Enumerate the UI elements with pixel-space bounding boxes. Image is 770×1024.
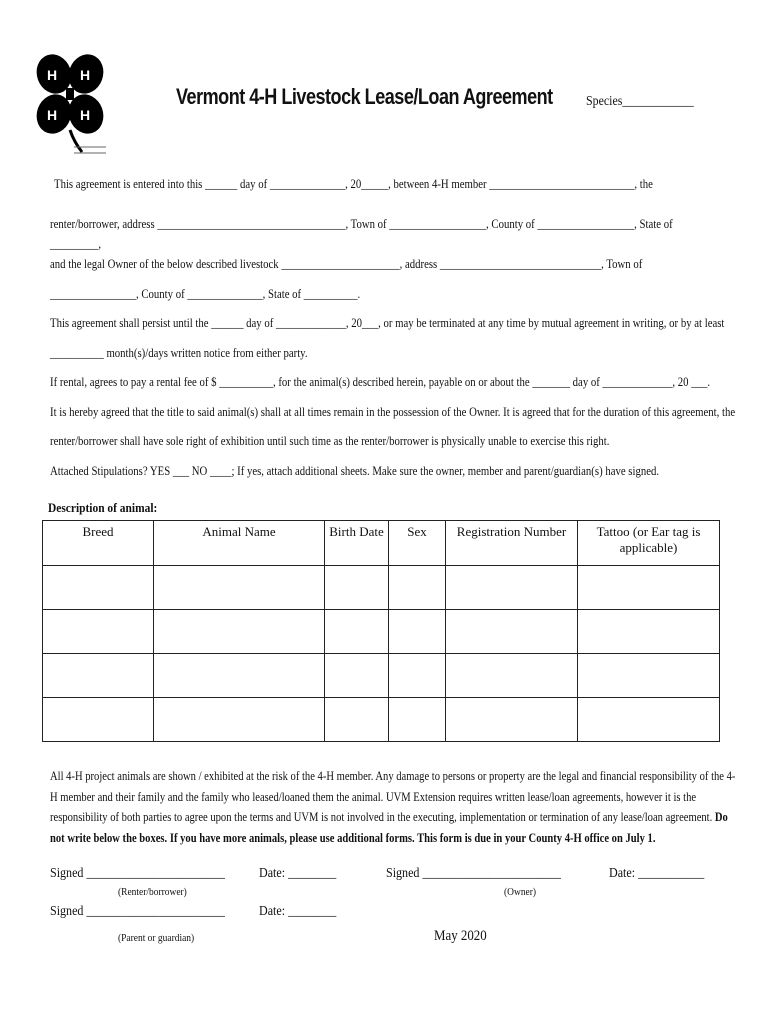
svg-text:H: H <box>47 107 58 123</box>
form-edition-date: May 2020 <box>434 928 487 944</box>
table-cell[interactable] <box>325 610 389 654</box>
table-cell[interactable] <box>43 610 154 654</box>
column-header-registration-number: Registration Number <box>446 521 578 566</box>
stipulations-line[interactable]: Attached Stipulations? YES ___ NO ____; If yes, attach additional sheets. Make sure the owner, member and parent/guardian(s) have signed. <box>50 464 660 478</box>
table-header-row <box>43 521 720 566</box>
column-header-tattoo: Tattoo (or Ear tag is applicable) <box>578 521 720 566</box>
instructions-bold: Do not write below the boxes. If you have more animals, please use additional forms. This form is due in your County 4-H office on July 1. <box>50 810 728 845</box>
table-row <box>43 566 720 610</box>
guardian-signature-field[interactable]: Signed _______________________ <box>50 904 225 919</box>
svg-text:H: H <box>80 107 91 123</box>
agreement-line-4[interactable]: and the legal Owner of the below described livestock ______________________, address ______________________________, Town of <box>50 257 643 271</box>
agreement-line-6[interactable]: This agreement shall persist until the ______ day of _____________, 20___, or may be terminated at any time by mutual agreement in writing, or by at least <box>50 316 725 330</box>
table-cell[interactable] <box>43 654 154 698</box>
four-h-clover-logo <box>30 52 110 158</box>
table-cell[interactable] <box>389 566 446 610</box>
column-header-sex: Sex <box>389 521 446 566</box>
agreement-line-1[interactable]: This agreement is entered into this ______ day of ______________, 20_____, between 4-H member ___________________________, the <box>54 177 653 191</box>
guardian-date-field[interactable]: Date: ________ <box>259 904 337 919</box>
renter-signature-field[interactable]: Signed _______________________ <box>50 866 225 881</box>
table-cell[interactable] <box>325 566 389 610</box>
column-header-birth-date: Birth Date <box>325 521 389 566</box>
table-cell[interactable] <box>389 698 446 742</box>
guardian-role-label: (Parent or guardian) <box>118 932 195 944</box>
column-header-animal-name: Animal Name <box>154 521 325 566</box>
owner-role-label: (Owner) <box>504 886 537 898</box>
table-cell[interactable] <box>389 610 446 654</box>
title-clause-line-2: renter/borrower shall have sole right of exhibition until such time as the renter/borrower is physically unable to exercise this right. <box>50 434 610 448</box>
liability-notice <box>50 766 738 848</box>
agreement-line-3[interactable]: _________, <box>50 237 102 251</box>
table-cell[interactable] <box>446 566 578 610</box>
liability-text: All 4-H project animals are shown / exhibited at the risk of the 4-H member. Any damage to persons or property are the legal and financial responsibility of the 4-H member and their family and the family who leased/loaned them the animal. UVM Extension requires written lease/loan agreements, however it is the responsibility of both parties to agree upon the terms and UVM is not involved in the executing, implementation or termination of any lease/loan agreement. <box>50 769 736 824</box>
table-cell[interactable] <box>154 698 325 742</box>
table-row <box>43 654 720 698</box>
table-cell[interactable] <box>578 698 720 742</box>
svg-text:H: H <box>47 67 58 83</box>
owner-date-field[interactable]: Date: ___________ <box>609 866 705 881</box>
agreement-line-5[interactable]: ________________, County of ______________, State of __________. <box>50 287 361 301</box>
table-cell[interactable] <box>325 654 389 698</box>
agreement-line-7[interactable]: __________ month(s)/days written notice from either party. <box>50 346 308 360</box>
table-cell[interactable] <box>446 610 578 654</box>
table-cell[interactable] <box>446 698 578 742</box>
species-field[interactable]: Species____________ <box>586 94 694 109</box>
table-cell[interactable] <box>446 654 578 698</box>
table-row <box>43 610 720 654</box>
table-row <box>43 698 720 742</box>
table-cell[interactable] <box>154 654 325 698</box>
table-cell[interactable] <box>578 654 720 698</box>
owner-signature-field[interactable]: Signed _______________________ <box>386 866 561 881</box>
column-header-breed: Breed <box>43 521 154 566</box>
svg-text:H: H <box>80 67 91 83</box>
animal-description-heading: Description of animal: <box>48 500 158 515</box>
table-cell[interactable] <box>578 566 720 610</box>
table-cell[interactable] <box>578 610 720 654</box>
animal-table <box>42 520 720 742</box>
table-cell[interactable] <box>389 654 446 698</box>
table-cell[interactable] <box>325 698 389 742</box>
table-cell[interactable] <box>43 566 154 610</box>
renter-date-field[interactable]: Date: ________ <box>259 866 337 881</box>
rental-fee-line[interactable]: If rental, agrees to pay a rental fee of $ __________, for the animal(s) described herein, payable on or about the _______ day of _____________, 20 ___. <box>50 375 711 389</box>
table-cell[interactable] <box>154 566 325 610</box>
agreement-line-2[interactable]: renter/borrower, address ___________________________________, Town of __________________, County of __________________, State of <box>50 217 673 231</box>
renter-role-label: (Renter/borrower) <box>118 886 187 898</box>
title-clause-line-1: It is hereby agreed that the title to said animal(s) shall at all times remain in the possession of the Owner. It is agreed that for the duration of this agreement, the <box>50 405 736 419</box>
table-cell[interactable] <box>43 698 154 742</box>
table-cell[interactable] <box>154 610 325 654</box>
form-title: Vermont 4-H Livestock Lease/Loan Agreement <box>176 84 553 109</box>
